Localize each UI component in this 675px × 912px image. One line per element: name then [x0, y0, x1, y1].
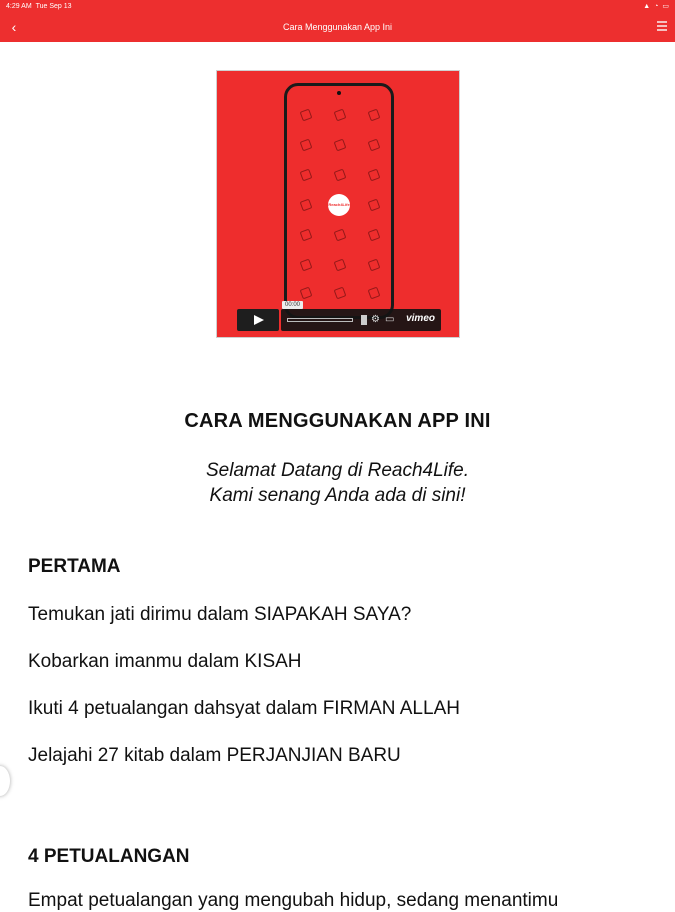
wifi-icon: ◔ — [654, 3, 659, 10]
play-button[interactable] — [237, 309, 279, 331]
vimeo-logo[interactable]: vimeo — [406, 313, 435, 324]
side-drawer-handle[interactable] — [0, 766, 10, 796]
doodle-icon — [368, 169, 381, 182]
reach4life-logo: Reach4Life — [328, 194, 350, 216]
doodle-icon — [368, 109, 381, 122]
doodle-icon — [334, 109, 347, 122]
doodle-icon — [334, 139, 347, 152]
doodle-icon — [300, 109, 313, 122]
welcome-text — [0, 458, 675, 508]
doodle-icon — [300, 287, 313, 300]
doodle-icon — [334, 229, 347, 242]
video-time: 00:00 — [282, 301, 303, 309]
doodle-icon — [300, 199, 313, 212]
welcome-line-1: Selamat Datang di Reach4Life. — [206, 460, 469, 481]
section-adventures-text: Empat petualangan yang mengubah hidup, sedang menantimu — [28, 890, 559, 911]
status-time: 4:29 AM Tue Sep 13 — [6, 3, 72, 10]
status-bar — [0, 0, 675, 14]
airplay-icon[interactable]: ▭ — [385, 314, 395, 325]
doodle-icon — [368, 139, 381, 152]
list-item: Ikuti 4 petualangan dahsyat dalam FIRMAN ALLAH — [28, 698, 460, 719]
section-title-adventures: 4 PETUALANGAN — [28, 846, 190, 867]
list-item: Kobarkan imanmu dalam KISAH — [28, 651, 302, 672]
navigation-bar — [0, 14, 675, 42]
settings-gear-icon[interactable]: ⚙ — [371, 314, 380, 325]
doodle-icon — [300, 229, 313, 242]
signal-icon: ▲ — [643, 3, 651, 10]
video-player[interactable] — [216, 70, 460, 338]
doodle-icon — [368, 287, 381, 300]
doodle-icon — [300, 139, 313, 152]
progress-bar[interactable] — [287, 318, 353, 322]
doodle-icon — [368, 199, 381, 212]
volume-icon[interactable] — [361, 315, 367, 325]
battery-icon: ▭ — [662, 3, 669, 10]
video-controls — [237, 302, 441, 331]
list-item: Temukan jati dirimu dalam SIAPAKAH SAYA? — [28, 604, 412, 625]
doodle-icon — [368, 259, 381, 272]
welcome-line-2: Kami senang Anda ada di sini! — [209, 485, 466, 506]
section-title-first: PERTAMA — [28, 556, 121, 577]
page-heading: CARA MENGGUNAKAN APP INI — [184, 410, 491, 432]
doodle-icon — [368, 229, 381, 242]
phone-illustration — [284, 83, 394, 319]
doodle-icon — [334, 287, 347, 300]
nav-title: Cara Menggunakan App Ini — [282, 22, 393, 32]
list-item: Jelajahi 27 kitab dalam PERJANJIAN BARU — [28, 745, 401, 766]
doodle-icon — [334, 259, 347, 272]
chevron-left-icon: ‹ — [11, 19, 17, 35]
doodle-icon — [300, 169, 313, 182]
hamburger-menu-button[interactable] — [657, 21, 667, 31]
doodle-icon — [300, 259, 313, 272]
doodle-icon — [334, 169, 347, 182]
control-bar — [281, 309, 441, 331]
